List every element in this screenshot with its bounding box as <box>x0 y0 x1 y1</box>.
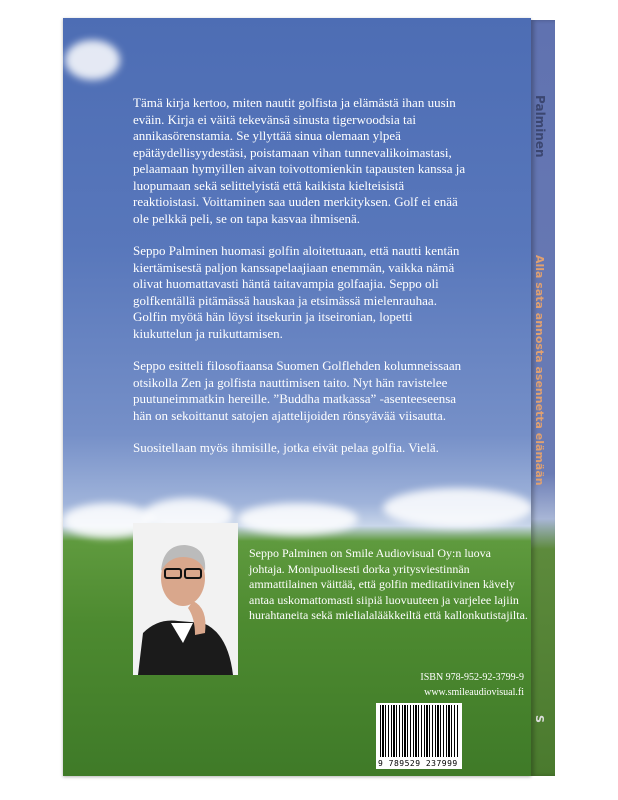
spine-publisher: S <box>533 715 546 723</box>
barcode-number: 9 789529 237999 <box>378 759 458 768</box>
blurb-paragraph-3: Seppo esitteli filosofiaansa Suomen Golflehden kolumneissaan otsikolla Zen ja golfista nauttimisen taito. Nyt hän ravistelee puutuneimmatkin hereille. ”Buddha matkassa” -asenteeseensa hän on sekoittanut satojen ajattelijoiden rönsyävää viisautta. <box>133 358 462 423</box>
barcode-bars <box>380 705 459 757</box>
blurb-paragraph-4: Suositellaan myös ihmisille, jotka eivät pelaa golfia. Vielä. <box>133 440 439 455</box>
cloud <box>238 503 358 535</box>
author-photo <box>133 523 238 675</box>
isbn: ISBN 978-952-92-3799-9 <box>420 672 524 683</box>
cloud <box>383 488 533 528</box>
barcode <box>376 703 462 769</box>
blurb <box>133 95 468 473</box>
spine-title: Alla sata annosta asennetta elämään <box>533 255 546 486</box>
spine-author: Palminen <box>533 95 547 158</box>
cloud <box>65 40 120 80</box>
author-bio: Seppo Palminen on Smile Audiovisual Oy:n luova johtaja. Monipuolisesti dorka yritysviestinnän ammattilainen väittää, että golfin meditatiivinen kävely antaa uskomattomasti siipiä luovuuteen ja varjelee lajiin hurahtaneita sekä mielialalääkkeiltä että kallonkutistajilta. <box>249 546 528 622</box>
blurb-paragraph-2: Seppo Palminen huomasi golfin aloitettuaan, että nautti kentän kiertämisestä paljon kanssapelaajiaan enemmän, vaikka nämä olivat huomattavasti häntä taitavampia golfaajia. Seppo oli golfkentällä pitämässä hauskaa ja etsimässä mielenrauhaa. Golfin myötä hän löysi itsekurin ja itseironian, lopetti kiukuttelun ja ruikuttamisen. <box>133 243 460 341</box>
website: www.smileaudiovisual.fi <box>424 687 524 698</box>
isbn-block <box>249 670 539 700</box>
blurb-paragraph-1: Tämä kirja kertoo, miten nautit golfista ja elämästä ihan uusin eväin. Kirja ei väitä tekevänsä sinusta tigerwoodsia tai annikasörenstamia. Se yllyttää sinua olemaan ylpeä epätäydellisyydestäsi, poistamaan vihan tunnevalikoimastasi, pelaamaan hymyillen aivan toivottomienkin tapausten kanssa ja luopumaan sekä selittelyistä että kaikista kielteisistä reaktioistasi. Voittaminen saa uuden merkityksen. Golf ei enää ole pelkkä peli, se on tapa kasvaa ihmisenä. <box>133 95 466 226</box>
author-info <box>249 546 539 700</box>
